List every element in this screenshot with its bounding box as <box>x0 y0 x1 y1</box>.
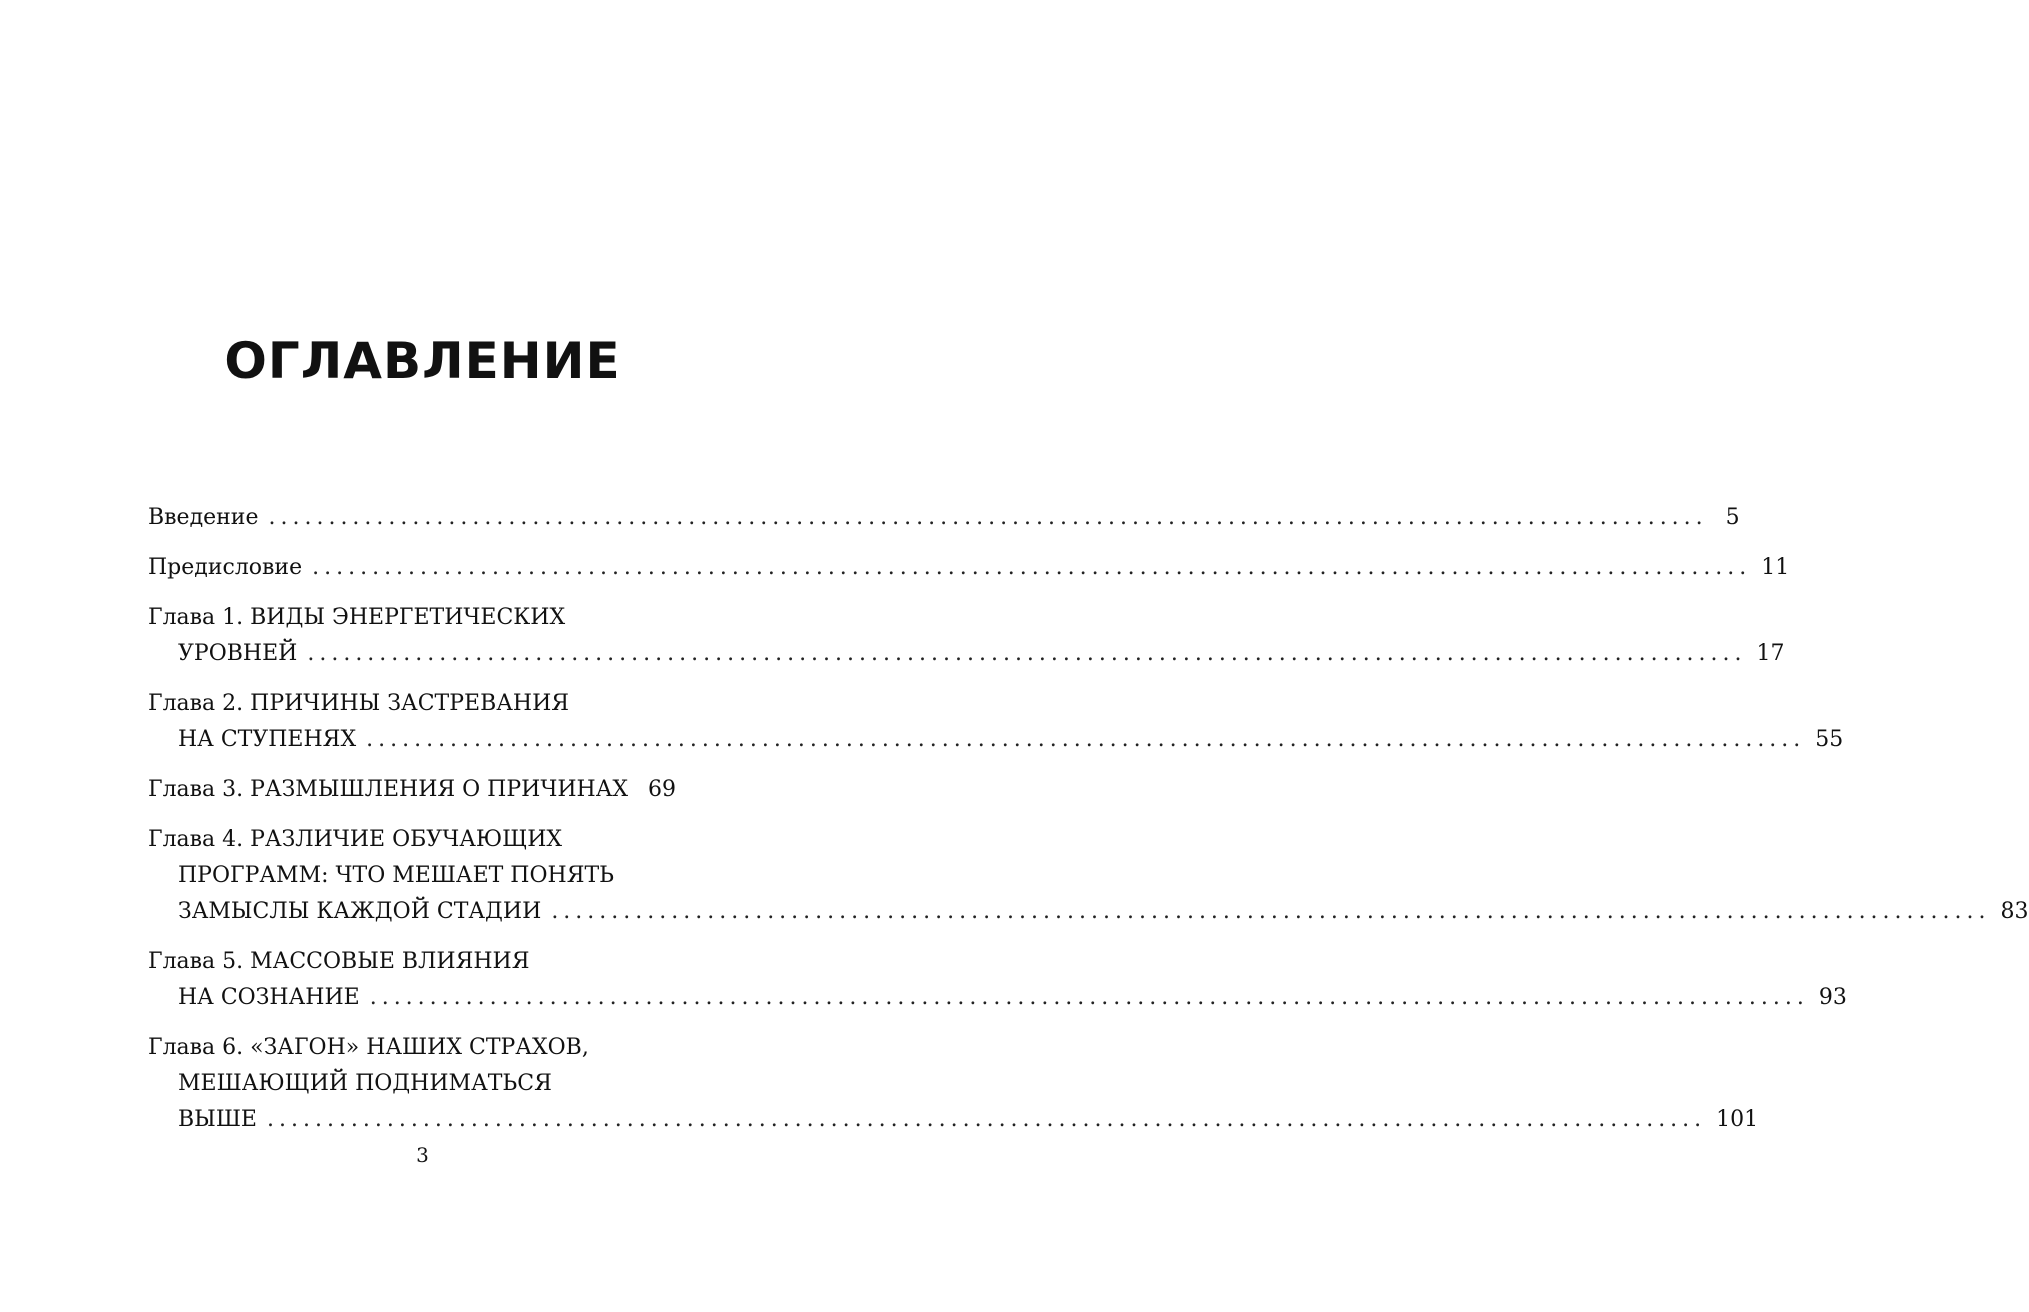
toc-page-number: 83 <box>2000 899 2029 924</box>
dot-leader: ........................................................................................................................ <box>366 727 1806 752</box>
toc-line <box>148 500 1740 536</box>
toc-line <box>148 1066 656 1102</box>
dot-leader: ........................................................................................................................ <box>266 1107 1707 1132</box>
toc-entry-title: Глава 1. ВИДЫ ЭНЕРГЕТИЧЕСКИХ <box>148 605 566 630</box>
toc-entry <box>148 500 1740 536</box>
toc-line <box>148 944 656 980</box>
toc-entry <box>148 1030 1759 1138</box>
toc-entry-title: Глава 6. «ЗАГОН» НАШИХ СТРАХОВ, <box>148 1035 589 1060</box>
toc-entry-title: Глава 4. РАЗЛИЧИЕ ОБУЧАЮЩИХ <box>148 827 563 852</box>
toc-entry <box>148 686 1844 758</box>
toc-entry <box>148 772 677 808</box>
toc-entry <box>148 822 2029 930</box>
toc-line <box>148 686 656 722</box>
toc-page-number: 11 <box>1761 555 1790 580</box>
toc-page-number: 5 <box>1725 505 1740 530</box>
toc-entry <box>148 550 1790 586</box>
dot-leader: ........................................................................................................................ <box>307 641 1747 666</box>
toc-line <box>148 600 656 636</box>
toc-entry-title: ВЫШЕ <box>178 1107 257 1132</box>
toc-line <box>148 822 656 858</box>
toc-line <box>148 858 656 894</box>
toc-entry-title: ЗАМЫСЛЫ КАЖДОЙ СТАДИИ <box>178 899 542 924</box>
toc-line <box>148 894 2029 930</box>
toc-entry-title: ПРОГРАММ: ЧТО МЕШАЕТ ПОНЯТЬ <box>178 863 614 888</box>
dot-leader: ........................................................................................................................ <box>268 505 1708 530</box>
toc-page-number: 93 <box>1818 985 1847 1010</box>
page-title: ОГЛАВЛЕНИЕ <box>224 332 621 390</box>
table-of-contents <box>148 500 2029 1152</box>
toc-page-number: 69 <box>648 777 677 802</box>
toc-entry-title: Глава 2. ПРИЧИНЫ ЗАСТРЕВАНИЯ <box>148 691 570 716</box>
toc-entry <box>148 944 1847 1016</box>
toc-entry-title: МЕШАЮЩИЙ ПОДНИМАТЬСЯ <box>178 1071 552 1096</box>
toc-entry <box>148 600 1785 672</box>
toc-entry-title: Глава 3. РАЗМЫШЛЕНИЯ О ПРИЧИНАХ <box>148 777 629 802</box>
toc-entry-title: НА СТУПЕНЯХ <box>178 727 357 752</box>
toc-line <box>148 722 1844 758</box>
toc-line <box>148 980 1847 1016</box>
toc-page-number: 17 <box>1756 641 1785 666</box>
page-number: 3 <box>416 1143 429 1167</box>
toc-line <box>148 772 677 808</box>
toc-entry-title: Предисловие <box>148 555 303 580</box>
toc-line <box>148 636 1785 672</box>
toc-line <box>148 1102 1759 1138</box>
toc-entry-title: Введение <box>148 505 259 530</box>
dot-leader: ........................................................................................................................ <box>369 985 1809 1010</box>
dot-leader: ........................................................................................................................ <box>551 899 1991 924</box>
toc-entry-title: УРОВНЕЙ <box>178 641 298 666</box>
toc-line <box>148 1030 656 1066</box>
toc-line <box>148 550 1790 586</box>
toc-entry-title: НА СОЗНАНИЕ <box>178 985 360 1010</box>
toc-page-number: 101 <box>1716 1107 1759 1132</box>
dot-leader: ........................................................................................................................ <box>312 555 1752 580</box>
toc-entry-title: Глава 5. МАССОВЫЕ ВЛИЯНИЯ <box>148 949 530 974</box>
toc-page-number: 55 <box>1815 727 1844 752</box>
